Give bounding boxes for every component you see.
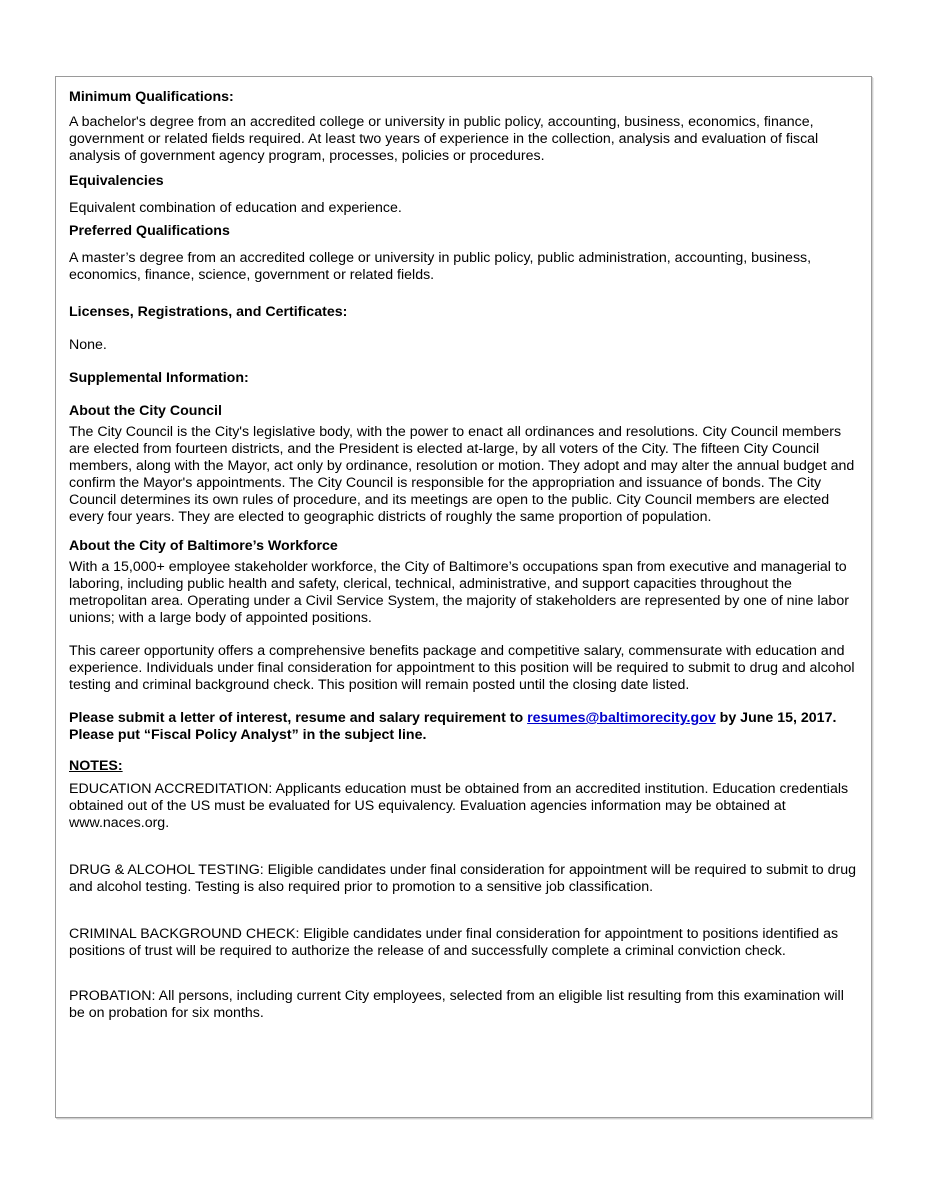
note-criminal: CRIMINAL BACKGROUND CHECK: Eligible candidates under final consideration for appointment to positions identified as positions of trust will be required to authorize the release of and successfully complete a criminal conviction check. [69, 926, 839, 959]
min-qual-text: A bachelor's degree from an accredited college or university in public policy, accounting, business, economics, finance, government or related fields required. At least two years of experience in the collection, analysis and evaluation of fiscal analysis of government agency program, processes, policies or procedures. [69, 114, 819, 164]
pref-qual-text: A master’s degree from an accredited college or university in public policy, public administration, accounting, business, economics, finance, science, government or related fields. [69, 250, 812, 283]
supplemental-heading: Supplemental Information: [69, 370, 249, 386]
equiv-heading: Equivalencies [69, 173, 164, 189]
note-probation: PROBATION: All persons, including current City employees, selected from an eligible list resulting from this examination will be on probation for six months. [69, 988, 844, 1021]
equiv-text: Equivalent combination of education and experience. [69, 200, 402, 216]
submit-text-before: Please submit a letter of interest, resume and salary requirement to [69, 710, 528, 726]
council-heading: About the City Council [69, 403, 222, 419]
submit-instructions [69, 710, 859, 744]
submit-text-after: by June 15, 2017. Please put “Fiscal Policy Analyst” in the subject line. [69, 710, 837, 743]
licenses-heading: Licenses, Registrations, and Certificates: [69, 304, 348, 320]
workforce-text: With a 15,000+ employee stakeholder workforce, the City of Baltimore’s occupations span from executive and managerial to laboring, including public health and safety, clerical, technical, administrative, and support capacities throughout the metropolitan area. Operating under a Civil Service System, the majority of stakeholders are represented by one of nine labor unions; with a large body of appointed positions. [69, 559, 849, 626]
notes-heading: NOTES: [69, 758, 123, 774]
email-link[interactable]: resumes@baltimorecity.gov [527, 710, 716, 726]
licenses-text: None. [69, 337, 107, 353]
document-content [69, 89, 859, 1022]
benefits-text: This career opportunity offers a comprehensive benefits package and competitive salary, commensurate with education and experience. Individuals under final consideration for appointment to this position will be required to submit to drug and alcohol testing and criminal background check. This position will remain posted until the closing date listed. [69, 643, 855, 693]
pref-qual-heading: Preferred Qualifications [69, 223, 230, 239]
note-education: EDUCATION ACCREDITATION: Applicants education must be obtained from an accredited institution. Education credentials obtained out of the US must be evaluated for US equivalency. Evaluation agencies information may be obtained at www.naces.org. [69, 781, 849, 831]
council-text: The City Council is the City's legislative body, with the power to enact all ordinances and resolutions. City Council members are elected from fourteen districts, and the President is elected at-large, by all voters of the City. The fifteen City Council members, along with the Mayor, act only by ordinance, resolution or motion. They adopt and may alter the annual budget and confirm the Mayor's appointments. The City Council is responsible for the appropriation and issuance of bonds. The City Council determines its own rules of procedure, and its meetings are open to the public. City Council members are elected every four years. They are elected to geographic districts of roughly the same proportion of population. [69, 424, 855, 525]
workforce-heading: About the City of Baltimore’s Workforce [69, 538, 338, 554]
note-drug: DRUG & ALCOHOL TESTING: Eligible candidates under final consideration for appointment will be required to submit to drug and alcohol testing. Testing is also required prior to promotion to a sensitive job classification. [69, 862, 857, 895]
min-qual-heading: Minimum Qualifications: [69, 89, 234, 105]
